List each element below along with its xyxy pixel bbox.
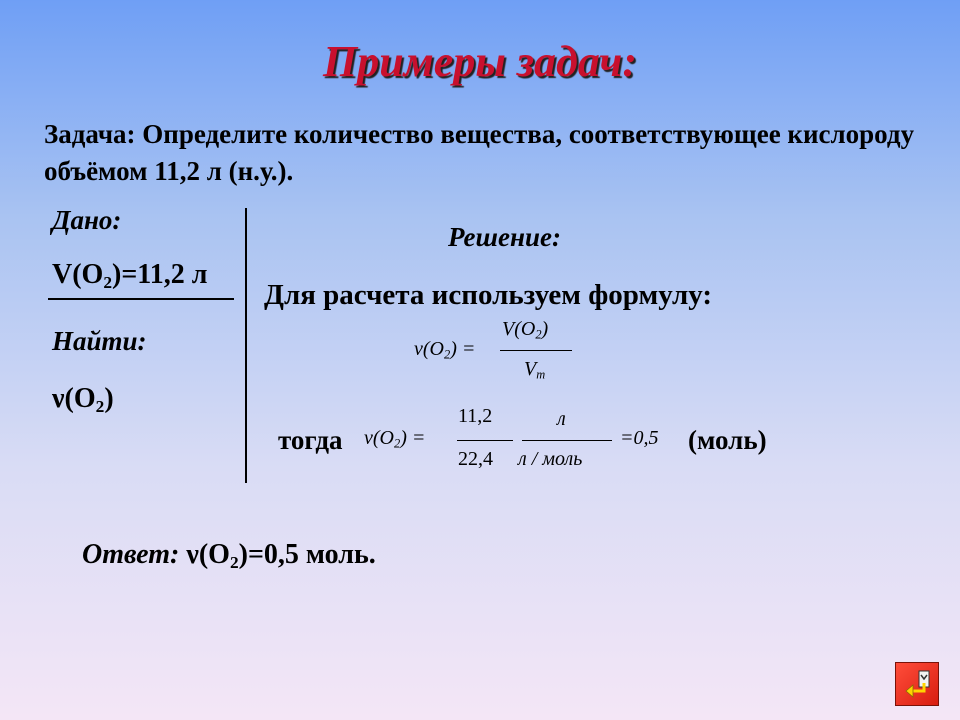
result-unit: (моль) [688, 425, 767, 455]
given-value: $V(O_2)=11,2$ л [52, 259, 208, 293]
formula1-fraction-bar [500, 350, 572, 351]
formula2-fraction-bar-2 [522, 440, 612, 441]
formula2-result: =0,5 [620, 427, 659, 449]
then-word: тогда [278, 425, 343, 455]
slide-title: Примеры задач: [322, 37, 638, 86]
formula2-fraction-bar-1 [457, 440, 513, 441]
formula-intro: Для расчета используем формулу: [264, 279, 713, 311]
given-label: Дано: [52, 205, 122, 235]
formula2-lhs: $\nu(O_2)$ = [364, 427, 426, 451]
formula1-numerator: $V(O_2)$ [502, 318, 549, 342]
formula2-numerator-unit: л [557, 408, 566, 430]
answer-line: Ответ: $\nu(O_2)=0,5$ моль. [82, 539, 376, 573]
column-divider [245, 208, 247, 483]
formula2-numerator-volume: 11,2 [458, 405, 493, 427]
formula1-lhs: $\nu(O_2)$ = [414, 338, 476, 362]
solution-label: Решение: [448, 222, 561, 252]
given-underline [48, 298, 234, 300]
return-button[interactable] [895, 662, 939, 706]
formula2-denominator-volume: 22,4 [458, 448, 493, 470]
formula1-denominator: $V_m$ [524, 358, 546, 382]
return-arrow-icon [902, 669, 934, 701]
find-value: $\nu(O_2)$ [52, 383, 114, 417]
answer-label: Ответ: [82, 539, 180, 570]
task-statement: Задача: Определите количество вещества, соответствующее кислороду объёмом 11,2 л (н.у.). [44, 119, 915, 186]
formula2-denominator-unit: л / моль [518, 448, 583, 470]
find-label: Найти: [52, 326, 147, 356]
